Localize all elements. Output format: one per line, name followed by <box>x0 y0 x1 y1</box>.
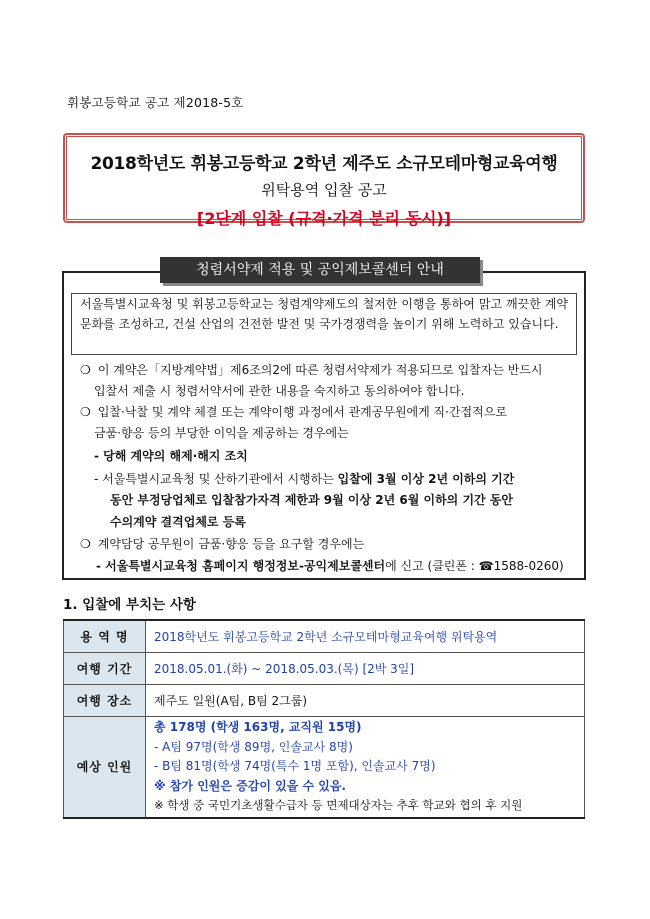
table-label: 용 역 명 <box>64 620 146 652</box>
table-row <box>64 620 585 652</box>
participants-note-1: ※ 참가 인원은 증감이 있을 수 있음. <box>154 778 346 793</box>
table-label: 예상 인원 <box>64 716 146 818</box>
table-row <box>64 716 585 818</box>
integrity-intro-text: 서울특별시교육청 및 휘봉고등학교는 청렴계약제도의 철저한 이행을 통하여 맑고 깨끗한 계약문화를 조성하고, 건설 산업의 건전한 발전 및 국가경쟁력을 높이기 위해 노력하고 있습니다. <box>80 297 568 331</box>
participants-team-a: - A팀 97명(학생 89명, 인솔교사 8명) <box>154 739 353 754</box>
sub-text: - 서울특별시교육청 및 산하기관에서 시행하는 <box>94 472 338 486</box>
integrity-item-2-cont: 금품·향응 등의 부당한 이익을 제공하는 경우에는 <box>94 426 349 440</box>
integrity-sub-1: - 당해 계약의 해제·해지 조치 <box>94 449 248 463</box>
table-label: 여행 기간 <box>64 652 146 684</box>
bid-info-table <box>63 619 585 819</box>
integrity-notice-header: 청렴서약제 적용 및 공익제보콜센터 안내 <box>160 257 480 283</box>
sub-text: 에 신고 (클린폰 : ☎1588-0260) <box>385 559 564 573</box>
bullet-circle-icon: ❍ <box>80 405 91 419</box>
table-value: 2018.05.01.(화) ~ 2018.05.03.(목) [2박 3일] <box>146 652 585 684</box>
sub-text-bold: - 서울특별시교육청 홈페이지 행정정보-공익제보콜센터 <box>96 559 386 573</box>
integrity-item-1 <box>80 360 580 381</box>
table-value: 2018학년도 휘봉고등학교 2학년 소규모테마형교육여행 위탁용역 <box>146 620 585 652</box>
integrity-item-2 <box>80 402 580 423</box>
item-text: 계약담당 공무원이 금품·향응 등을 요구할 경우에는 <box>97 537 365 551</box>
item-text: 입찰·낙찰 및 계약 체결 또는 계약이행 과정에서 관계공무원에게 직·간접적으로 <box>97 405 507 419</box>
document-subtitle: 위탁용역 입찰 공고 <box>261 181 387 199</box>
sub-text-bold: 입찰에 3월 이상 2년 이하의 기간 <box>337 472 515 486</box>
participants-team-b: - B팀 81명(학생 74명(특수 1명 포함), 인솔교사 7명) <box>154 759 436 773</box>
integrity-intro <box>71 293 577 355</box>
document-title: 2018학년도 휘봉고등학교 2학년 제주도 소규모테마형교육여행 <box>90 154 558 174</box>
table-row <box>64 684 585 716</box>
notice-number: 휘봉고등학교 공고 제2018-5호 <box>67 95 244 110</box>
table-value: 제주도 일원(A팀, B팀 2그룹) <box>146 684 585 716</box>
bullet-circle-icon: ❍ <box>80 363 91 377</box>
bid-type-title: [2단계 입찰 (규격·가격 분리 동시)] <box>196 209 452 228</box>
integrity-item-3 <box>80 534 580 555</box>
integrity-sub-2-cont: 동안 부정당업체로 입찰참가자격 제한과 9월 이상 2년 6월 이하의 기간 동안 <box>110 493 513 507</box>
item-text: 이 계약은「지방계약법」제6조의2에 따른 청렴서약제가 적용되므로 입찰자는 반드시 <box>97 363 543 377</box>
title-box <box>63 133 585 228</box>
section-1-title: 1. 입찰에 부치는 사항 <box>63 597 196 613</box>
integrity-sub-3 <box>96 556 564 577</box>
integrity-sub-2 <box>94 469 514 490</box>
integrity-item-1-cont: 입찰서 제출 시 청렴서약서에 관한 내용을 숙지하고 동의하여야 합니다. <box>94 384 465 398</box>
participants-total: 총 178명 (학생 163명, 교직원 15명) <box>154 720 362 734</box>
table-row <box>64 652 585 684</box>
integrity-sub-2-cont2: 수의계약 결격업체로 등록 <box>110 515 246 529</box>
table-value-participants <box>146 716 585 818</box>
participants-note-2: ※ 학생 중 국민기초생활수급자 등 면제대상자는 추후 학교와 협의 후 지원 <box>154 798 523 812</box>
table-label: 여행 장소 <box>64 684 146 716</box>
bullet-circle-icon: ❍ <box>80 537 91 551</box>
